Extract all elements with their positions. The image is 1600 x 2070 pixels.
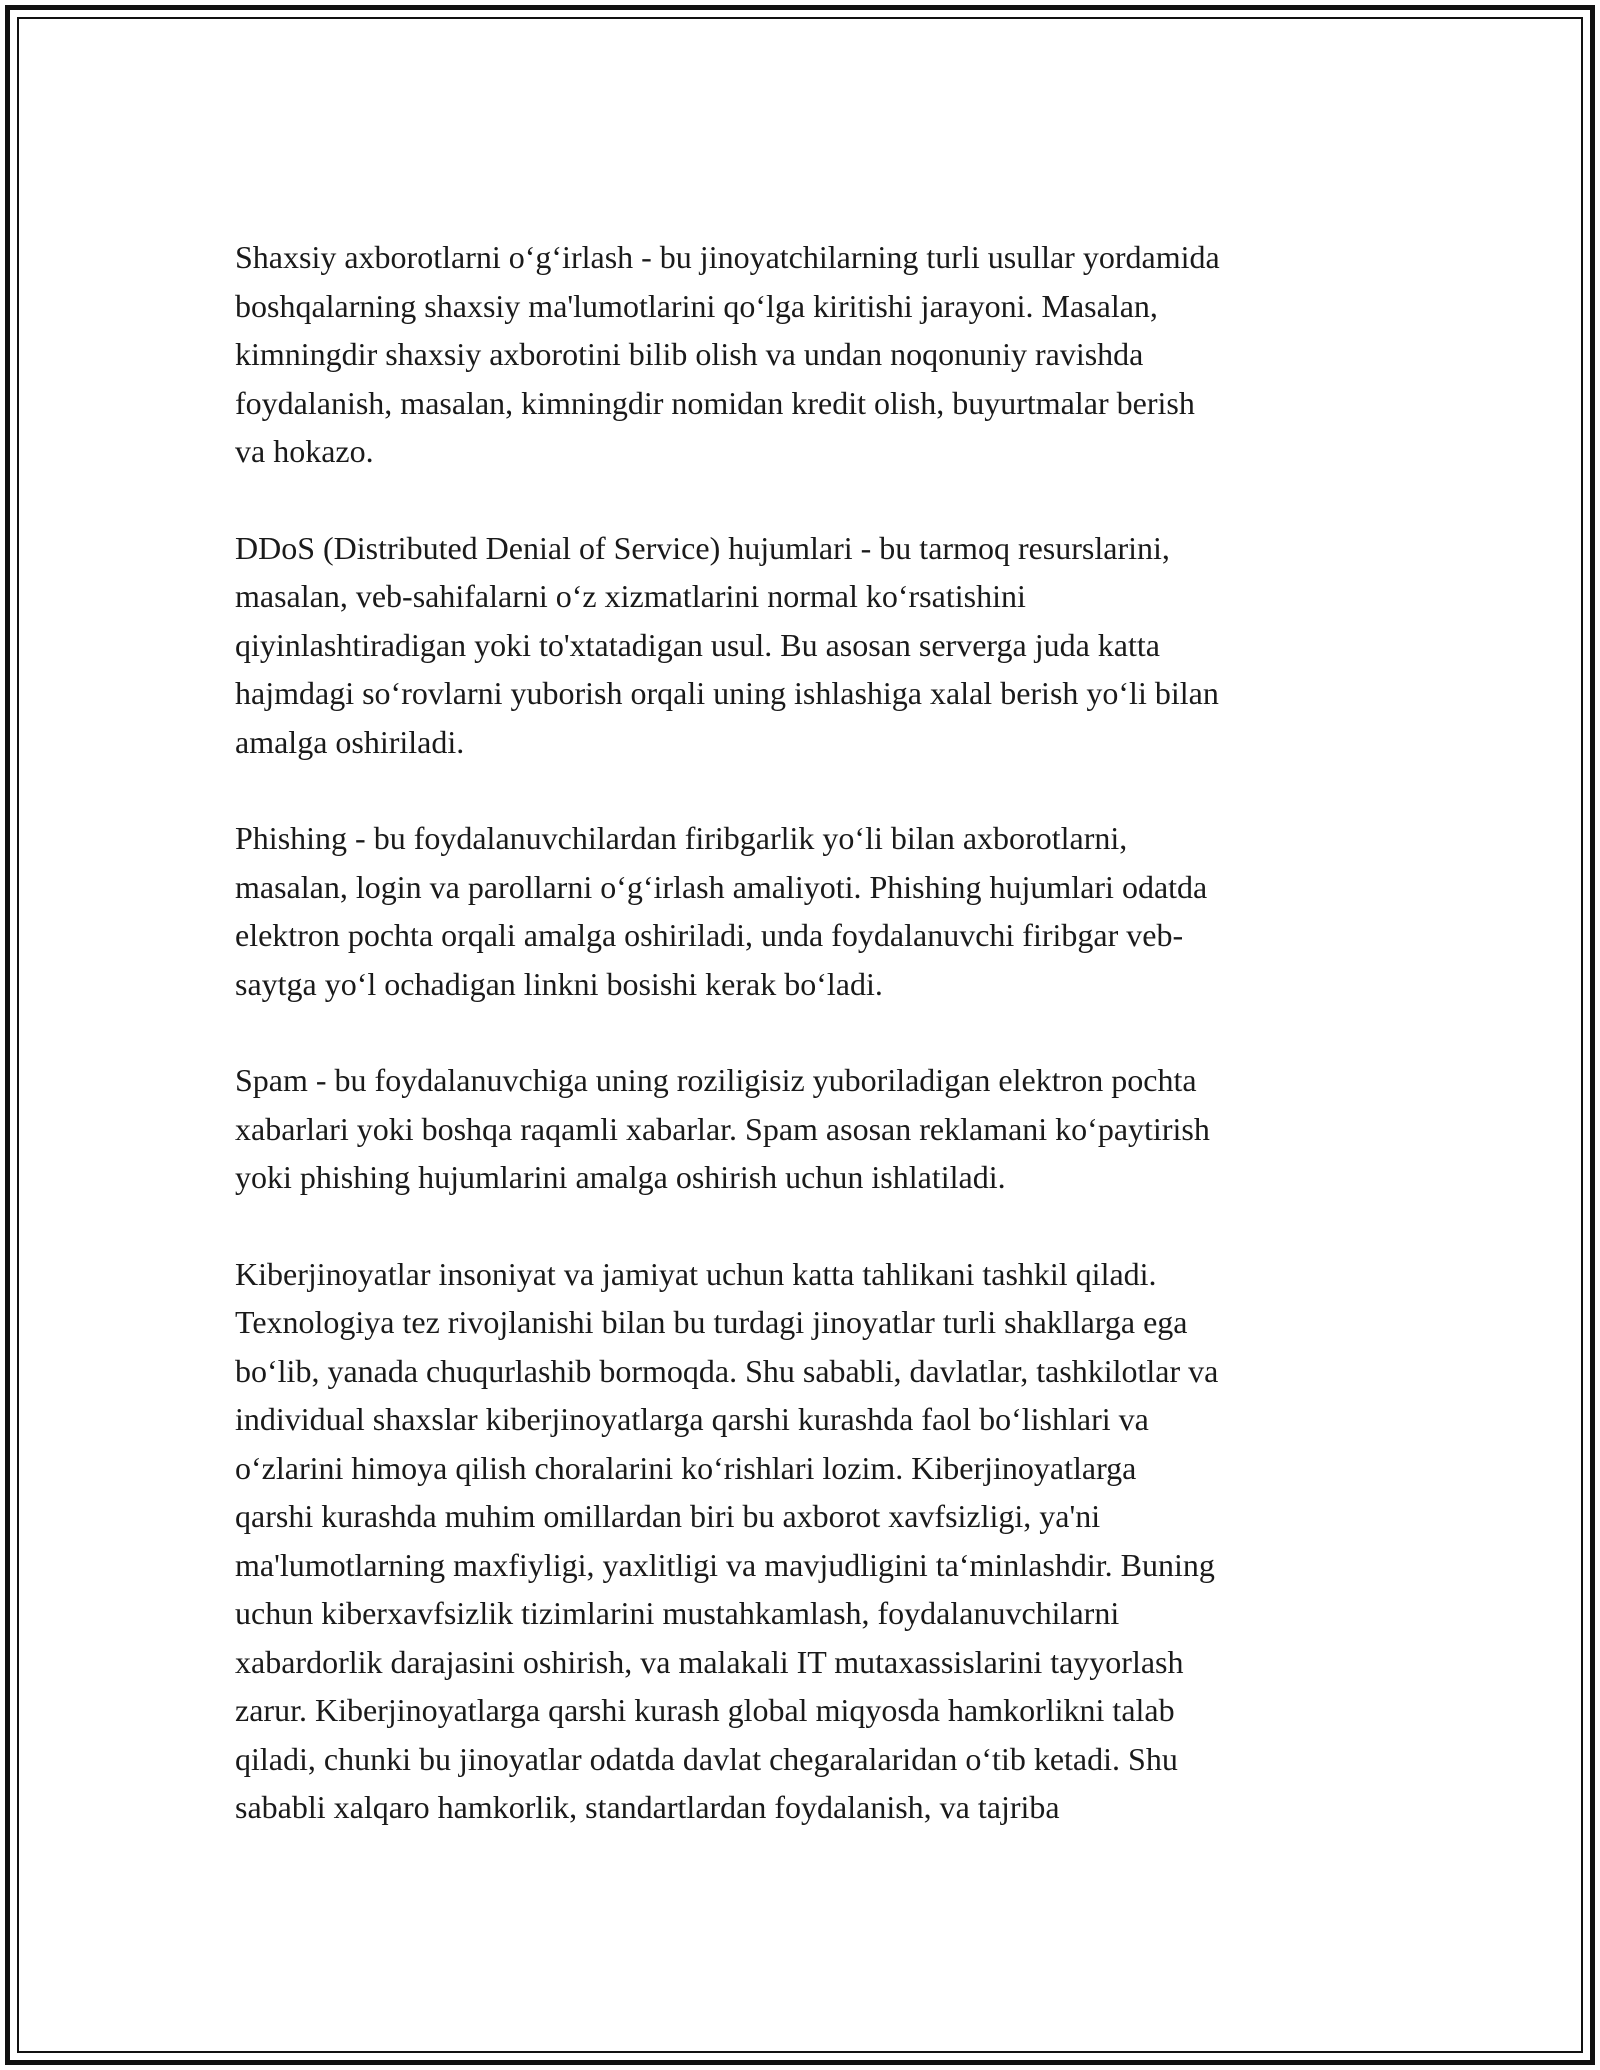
text-line: zarur. Kiberjinoyatlarga qarshi kurash global miqyosda hamkorlikni talab <box>235 1692 1175 1728</box>
text-line: masalan, veb-sahifalarni o‘z xizmatlarini normal ko‘rsatishini <box>235 578 1026 614</box>
paragraph-spam <box>235 1056 1375 1202</box>
text-line: qiyinlashtiradigan yoki to'xtatadigan usul. Bu asosan serverga juda katta <box>235 626 1160 663</box>
text-line: Kiberjinoyatlar insoniyat va jamiyat uchun katta tahlikani tashkil qiladi. <box>235 1255 1157 1292</box>
text-line: ma'lumotlarning maxfiyligi, yaxlitligi va mavjudligini ta‘minlashdir. Buning <box>235 1546 1215 1583</box>
text-line: Texnologiya tez rivojlanishi bilan bu turdagi jinoyatlar turli shakllarga ega <box>235 1304 1188 1340</box>
text-line: amalga oshiriladi. <box>235 723 465 760</box>
document-body <box>235 233 1375 1832</box>
text-line: boshqalarning shaxsiy ma'lumotlarini qo‘lga kiritishi jarayoni. Masalan, <box>235 287 1158 324</box>
text-line: xabarlari yoki boshqa raqamli xabarlar. Spam asosan reklamani ko‘paytirish <box>235 1110 1210 1147</box>
text-line: foydalanish, masalan, kimningdir nomidan kredit olish, buyurtmalar berish <box>235 384 1195 421</box>
text-line: DDoS (Distributed Denial of Service) hujumlari - bu tarmoq resurslarini, <box>235 529 1170 566</box>
text-line: bo‘lib, yanada chuqurlashib bormoqda. Shu sababli, davlatlar, tashkilotlar va <box>235 1352 1219 1389</box>
text-line: qiladi, chunki bu jinoyatlar odatda davlat chegaralaridan o‘tib ketadi. Shu <box>235 1740 1178 1777</box>
text-line: Shaxsiy axborotlarni o‘g‘irlash - bu jinoyatchilarning turli usullar yordamida <box>235 239 1220 275</box>
text-line: qarshi kurashda muhim omillardan biri bu axborot xavfsizligi, ya'ni <box>235 1498 1101 1534</box>
text-line: elektron pochta orqali amalga oshiriladi, unda foydalanuvchi firibgar veb- <box>235 917 1184 953</box>
text-line: kimningdir shaxsiy axborotini bilib olish va undan noqonuniy ravishda <box>235 336 1144 372</box>
text-line: masalan, login va parollarni o‘g‘irlash amaliyoti. Phishing hujumlari odatda <box>235 868 1208 905</box>
text-line: o‘zlarini himoya qilish choralarini ko‘rishlari lozim. Kiberjinoyatlarga <box>235 1449 1137 1486</box>
text-line: sababli xalqaro hamkorlik, standartlardan foydalanish, va tajriba <box>235 1789 1060 1825</box>
paragraph-ddos <box>235 524 1375 767</box>
text-line: Spam - bu foydalanuvchiga uning roziligisiz yuboriladigan elektron pochta <box>235 1062 1197 1098</box>
paragraph-identity-theft <box>235 233 1375 476</box>
text-line: xabardorlik darajasini oshirish, va malakali IT mutaxassislarini tayyorlash <box>235 1643 1184 1680</box>
text-line: saytga yo‘l ochadigan linkni bosishi kerak bo‘ladi. <box>235 965 883 1002</box>
paragraph-phishing <box>235 814 1375 1008</box>
text-line: individual shaxslar kiberjinoyatlarga qarshi kurashda faol bo‘lishlari va <box>235 1401 1149 1437</box>
text-line: hajmdagi so‘rovlarni yuborish orqali uning ishlashiga xalal berish yo‘li bilan <box>235 675 1219 711</box>
text-line: va hokazo. <box>235 433 374 469</box>
paragraph-cybercrime-conclusion <box>235 1250 1375 1832</box>
text-line: uchun kiberxavfsizlik tizimlarini mustahkamlash, foydalanuvchilarni <box>235 1595 1120 1631</box>
text-line: Phishing - bu foydalanuvchilardan firibgarlik yo‘li bilan axborotlarni, <box>235 820 1128 856</box>
text-line: yoki phishing hujumlarini amalga oshirish uchun ishlatiladi. <box>235 1159 1006 1195</box>
